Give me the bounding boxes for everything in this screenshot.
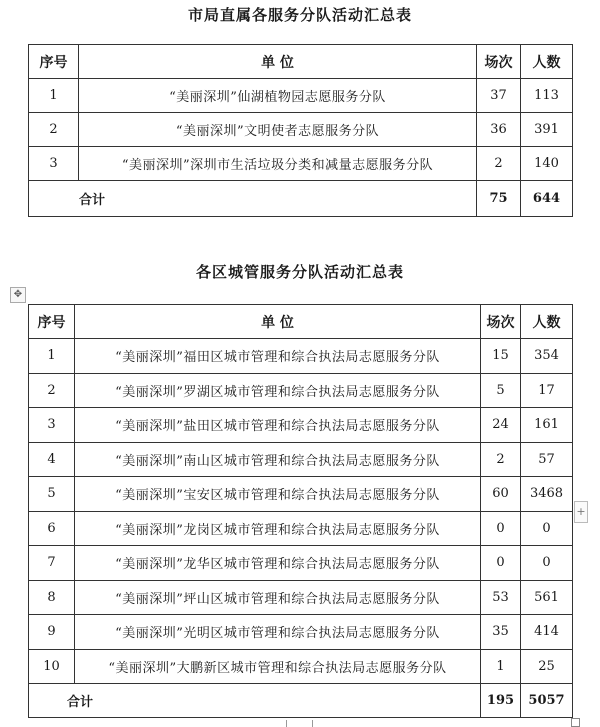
move-icon[interactable]: ✥ [10,287,26,303]
table-row [29,546,573,581]
row-people: 3468 [521,477,573,512]
row-unit: “美丽深圳”龙华区城市管理和综合执法局志愿服务分队 [75,546,481,581]
row-sessions: 37 [477,79,521,113]
table-row [29,511,573,546]
table1-total-row [29,181,573,217]
row-sessions: 53 [481,580,521,615]
row-unit: “美丽深圳”宝安区城市管理和综合执法局志愿服务分队 [75,477,481,512]
row-seq: 5 [29,477,75,512]
row-sessions: 5 [481,373,521,408]
row-seq: 10 [29,649,75,684]
row-seq: 4 [29,442,75,477]
table-row [29,408,573,443]
row-people: 25 [521,649,573,684]
total-people: 644 [521,181,573,217]
row-unit: “美丽深圳”南山区城市管理和综合执法局志愿服务分队 [75,442,481,477]
row-sessions: 0 [481,511,521,546]
row-people: 161 [521,408,573,443]
table1-header-row [29,45,573,79]
header-seq: 序号 [29,45,79,79]
row-unit: “美丽深圳”龙岗区城市管理和综合执法局志愿服务分队 [75,511,481,546]
row-seq: 8 [29,580,75,615]
row-unit: “美丽深圳”光明区城市管理和综合执法局志愿服务分队 [75,615,481,650]
row-sessions: 36 [477,113,521,147]
row-unit: “美丽深圳”盐田区城市管理和综合执法局志愿服务分队 [75,408,481,443]
header-people: 人数 [521,45,573,79]
header-seq: 序号 [29,305,75,339]
row-unit: “美丽深圳”文明使者志愿服务分队 [79,113,477,147]
header-sessions: 场次 [477,45,521,79]
header-people: 人数 [521,305,573,339]
row-seq: 1 [29,79,79,113]
header-unit: 单 位 [79,45,477,79]
total-label: 合计 [29,684,481,718]
row-people: 0 [521,511,573,546]
row-people: 0 [521,546,573,581]
table-row [29,580,573,615]
total-sessions: 195 [481,684,521,718]
row-seq: 9 [29,615,75,650]
table-row [29,477,573,512]
row-sessions: 2 [481,442,521,477]
table-row [29,442,573,477]
row-unit: “美丽深圳”仙湖植物园志愿服务分队 [79,79,477,113]
row-people: 414 [521,615,573,650]
row-people: 113 [521,79,573,113]
table-row [29,649,573,684]
row-sessions: 15 [481,339,521,374]
row-sessions: 60 [481,477,521,512]
divider [286,720,287,727]
header-sessions: 场次 [481,305,521,339]
table2-header-row [29,305,573,339]
total-label: 合计 [29,181,477,217]
row-unit: “美丽深圳”福田区城市管理和综合执法局志愿服务分队 [75,339,481,374]
row-people: 17 [521,373,573,408]
table-row [29,113,573,147]
table1-title: 市局直属各服务分队活动汇总表 [187,6,412,24]
table-row [29,373,573,408]
table-row [29,615,573,650]
row-sessions: 35 [481,615,521,650]
divider [312,720,313,727]
table-row [29,339,573,374]
row-sessions: 24 [481,408,521,443]
row-people: 391 [521,113,573,147]
row-people: 561 [521,580,573,615]
table1 [28,44,573,217]
table2-title: 各区城管服务分队活动汇总表 [195,263,404,281]
total-people: 5057 [521,684,573,718]
total-sessions: 75 [477,181,521,217]
row-people: 57 [521,442,573,477]
row-seq: 3 [29,147,79,181]
resize-handle[interactable] [571,718,580,727]
row-people: 140 [521,147,573,181]
row-unit: “美丽深圳”罗湖区城市管理和综合执法局志愿服务分队 [75,373,481,408]
table-row [29,79,573,113]
row-sessions: 0 [481,546,521,581]
table2-total-row [29,684,573,718]
row-seq: 2 [29,113,79,147]
table2 [28,304,573,718]
row-seq: 1 [29,339,75,374]
plus-icon[interactable]: + [574,501,588,523]
row-unit: “美丽深圳”大鹏新区城市管理和综合执法局志愿服务分队 [75,649,481,684]
row-seq: 2 [29,373,75,408]
row-unit: “美丽深圳”坪山区城市管理和综合执法局志愿服务分队 [75,580,481,615]
row-seq: 7 [29,546,75,581]
row-people: 354 [521,339,573,374]
row-unit: “美丽深圳”深圳市生活垃圾分类和减量志愿服务分队 [79,147,477,181]
row-seq: 6 [29,511,75,546]
row-sessions: 2 [477,147,521,181]
header-unit: 单 位 [75,305,481,339]
row-sessions: 1 [481,649,521,684]
table-row [29,147,573,181]
row-seq: 3 [29,408,75,443]
